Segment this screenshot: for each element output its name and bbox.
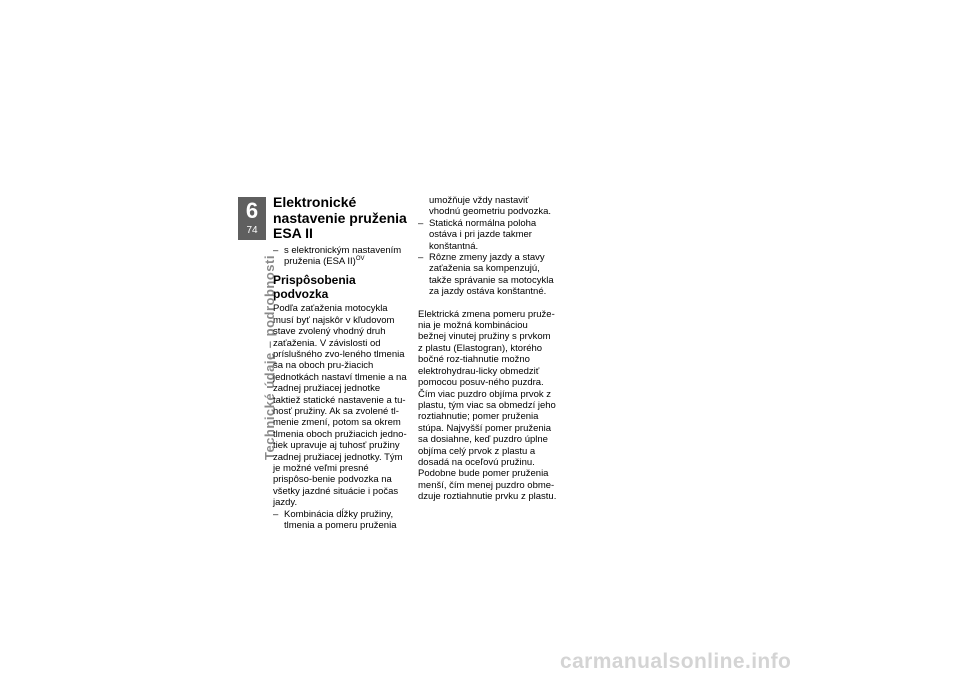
list-item: – Statická normálna poloha ostáva i pri jazde takmer konštantná. [418, 218, 557, 252]
chapter-number: 6 [245, 198, 259, 223]
spacer [418, 298, 557, 309]
continuation-text: umožňuje vždy nastaviť vhodnú geometriu podvozka. [429, 195, 551, 218]
side-chapter-title: Technické údaje – podrobnosti [262, 255, 277, 460]
right-column [418, 195, 557, 503]
page-number: 74 [246, 225, 258, 236]
list-item-text: s elektronickým nastavením pruženia (ESA II) [284, 244, 402, 267]
section-heading: Elektronické nastavenie pruženia ESA II [273, 194, 407, 241]
option-superscript: OV [355, 255, 365, 262]
subsection-heading: Prispôsobenia podvozka [273, 273, 356, 302]
list-item: – Kombinácia dĺžky pružiny, tlmenia a pomeru pruženia [273, 509, 408, 532]
list-item: – Rôzne zmeny jazdy a stavy zaťaženia sa kompenzujú, takže správanie sa motocykla za jazdy ostáva konštantné. [418, 252, 557, 298]
left-column [273, 195, 408, 531]
body-paragraph: Elektrická zmena pomeru pruže-nia je možná kombináciou bežnej vinutej pružiny s prvkom z plastu (Elastogran), ktorého bočné roz-tiahnutie možno elektrohydrau-licky obmedziť pomocou posuv-ného puzdra. Čím viac puzdro objíma prvok z plastu, tým viac sa obmedzí jeho roztiahnutie; pomer pruženia stúpa. Najvyšší pomer pruženia sa dosiahne, keď puzdro úplne objíma celý prvok z plastu a dosadá na oceľovú pružinu. Podobne bude pomer pruženia menší, čím menej puzdro obme-dzuje roztiahnutie prvku z plastu. [418, 308, 557, 503]
watermark: carmanualsonline.info [560, 650, 792, 673]
body-paragraph: Podľa zaťaženia motocykla musí byť najskôr v kľudovom stave zvolený vhodný druh zaťaženia. V závislosti od príslušného zvo-leného tlmenia sa na oboch pru-žiacich jednotkách nastaví tlmenie a na zadnej pružiacej jednotke taktiež statické nastavenie a tu-hosť pružiny. Ak sa zvolené tl-menie zmení, potom sa okrem tlmenia oboch pružiacich jedno-tiek upravuje aj tuhosť pružiny zadnej pružiacej jednotky. Tým je možné veľmi presné prispôso-benie podvozka na všetky jazdné situácie i počas jazdy. [273, 303, 407, 509]
list-item [273, 245, 408, 268]
chapter-tab [238, 197, 266, 240]
